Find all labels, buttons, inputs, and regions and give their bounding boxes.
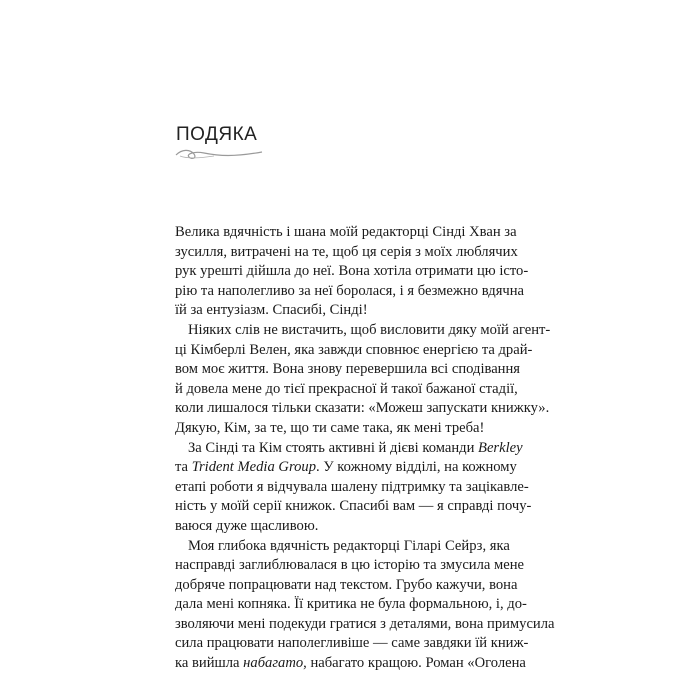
text-line: Дякую, Кім, за те, що ти саме така, як мені треба! bbox=[175, 419, 485, 436]
text-line: зволяючи мені подекуди гратися з деталями, вона примусила bbox=[175, 615, 555, 632]
paragraph bbox=[175, 321, 551, 439]
text-line: Ніяких слів не вистачить, щоб висловити дяку моїй агент- bbox=[188, 321, 551, 338]
text-line: їй за ентузіазм. Спасибі, Сінді! bbox=[175, 302, 368, 319]
chapter-heading: ПОДЯКА bbox=[176, 124, 258, 145]
text-line: рук урешті дійшла до неї. Вона хотіла отримати цю істо- bbox=[175, 263, 529, 280]
swirl-divider-icon bbox=[174, 147, 264, 163]
text-line: насправді заглиблювалася в цю історію та змусила мене bbox=[175, 557, 525, 574]
text-line: й довела мене до тієї прекрасної й такої бажаної стадії, bbox=[175, 380, 518, 397]
text-line: ка вийшла набагато, набагато кращою. Роман «Оголена bbox=[175, 655, 526, 672]
text-line: етапі роботи я відчувала шалену підтримку та зацікавле- bbox=[175, 478, 529, 495]
text-line: ваюся дуже щасливою. bbox=[175, 517, 319, 534]
paragraph bbox=[175, 223, 529, 321]
text-line: За Сінді та Кім стоять активні й дієві команди Berkley bbox=[188, 439, 523, 456]
publisher-name: Berkley bbox=[478, 439, 523, 456]
text-line: сила працювати наполегливіше — саме завдяки їй книж- bbox=[175, 635, 529, 652]
text-line: дала мені копняка. Її критика не була формальною, і, до- bbox=[175, 596, 527, 613]
acknowledgements-text bbox=[175, 223, 555, 674]
text-line: коли лишалося тільки сказати: «Можеш запускати книжку». bbox=[175, 400, 550, 417]
text-line: рію та наполегливо за неї боролася, і я безмежно вдячна bbox=[175, 282, 525, 299]
text-line: Моя глибока вдячність редакторці Гіларі Сейрз, яка bbox=[188, 537, 510, 554]
text-line: Велика вдячність і шана моїй редакторці Сінді Хван за bbox=[175, 224, 517, 240]
text-line: та Trident Media Group. У кожному відділі, на кожному bbox=[175, 459, 517, 476]
text-line: добряче попрацювати над текстом. Грубо кажучи, вона bbox=[175, 576, 518, 593]
publisher-name: Trident Media Group bbox=[191, 459, 317, 476]
text-line: ці Кімберлі Велен, яка завжди сповнює енергією та драй- bbox=[175, 341, 533, 358]
text-line: вом моє життя. Вона знову перевершила всі сподівання bbox=[175, 361, 521, 378]
emphasis: набагато bbox=[243, 655, 304, 672]
paragraph bbox=[175, 537, 555, 674]
paragraph bbox=[175, 439, 532, 537]
text-line: ність у моїй серії книжок. Спасибі вам — я справді почу- bbox=[175, 498, 532, 515]
text-line: зусилля, витрачені на те, щоб ця серія з моїх люблячих bbox=[175, 243, 518, 260]
